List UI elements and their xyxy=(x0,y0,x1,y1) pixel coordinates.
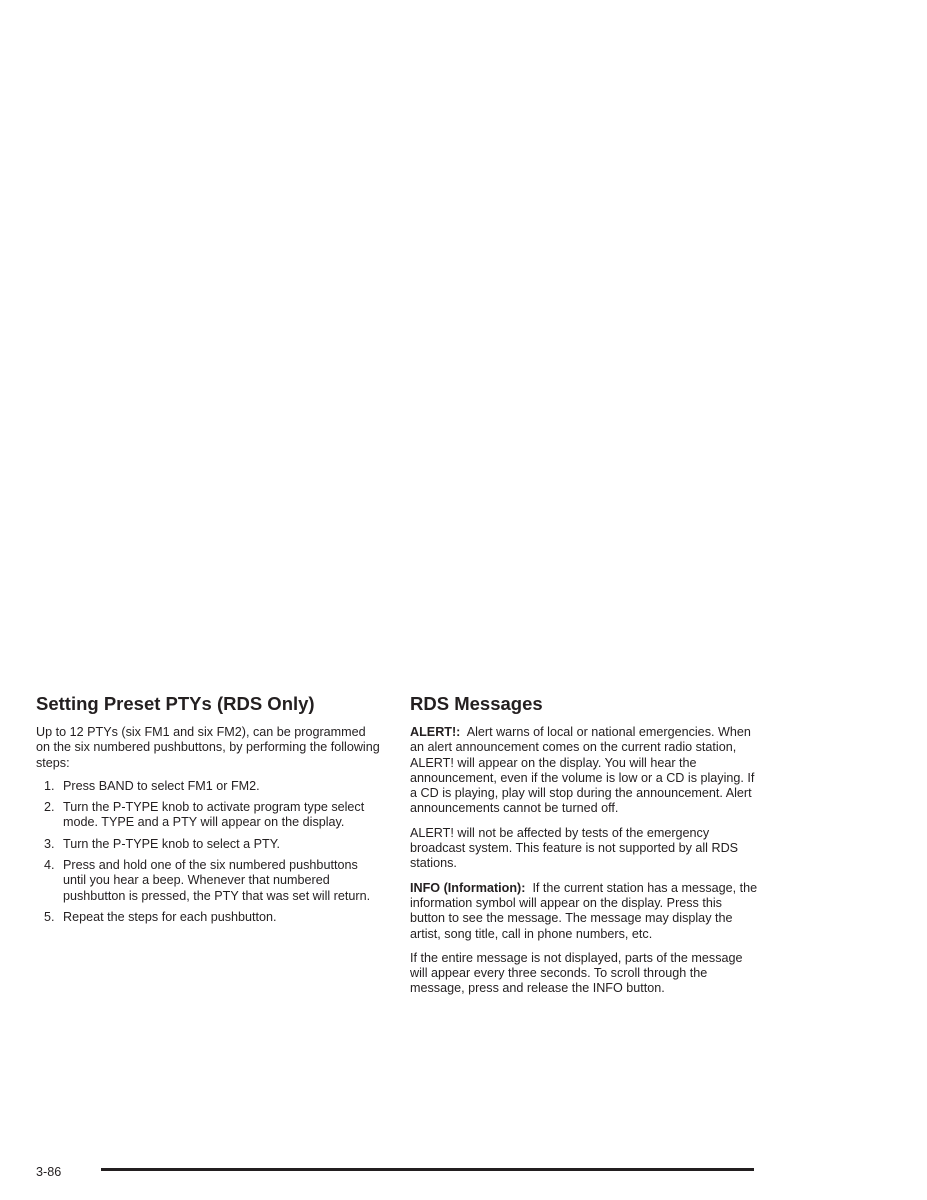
list-item xyxy=(36,858,381,904)
section-heading-preset-ptys: Setting Preset PTYs (RDS Only) xyxy=(36,693,315,714)
step-number: 5. xyxy=(44,909,55,924)
right-column xyxy=(410,692,760,1006)
info-note-paragraph: If the entire message is not displayed, parts of the message will appear every three seconds. To scroll through the message, press and release the INFO button. xyxy=(410,950,743,996)
left-column xyxy=(36,692,381,931)
step-text: Press and hold one of the six numbered pushbuttons until you hear a beep. Whenever that numbered pushbutton is pressed, the PTY that was set will return. xyxy=(63,858,371,903)
alert-term: ALERT!: xyxy=(410,725,461,739)
page-number: 3-86 xyxy=(36,1165,62,1179)
step-text: Repeat the steps for each pushbutton. xyxy=(63,909,277,924)
list-item xyxy=(36,837,381,852)
intro-paragraph: Up to 12 PTYs (six FM1 and six FM2), can be programmed on the six numbered pushbuttons, by performing the following steps: xyxy=(36,725,380,770)
alert-note-paragraph: ALERT! will not be affected by tests of the emergency broadcast system. This feature is not supported by all RDS stations. xyxy=(410,825,739,871)
footer-divider xyxy=(101,1168,754,1171)
step-text: Turn the P-TYPE knob to activate program type select mode. TYPE and a PTY will appear on the display. xyxy=(63,800,365,830)
alert-paragraph xyxy=(410,725,760,817)
step-number: 4. xyxy=(44,858,55,873)
info-description: If the current station has a message, the information symbol will appear on the display. Press this button to see the message. The message may display the artist, song title, call in phone numbers, etc. xyxy=(410,880,758,941)
step-number: 3. xyxy=(44,836,55,851)
list-item xyxy=(36,910,381,925)
info-paragraph xyxy=(410,881,760,942)
step-text: Press BAND to select FM1 or FM2. xyxy=(63,778,260,793)
steps-list xyxy=(36,779,381,925)
step-number: 1. xyxy=(44,778,55,793)
section-heading-rds-messages: RDS Messages xyxy=(410,693,543,714)
step-text: Turn the P-TYPE knob to select a PTY. xyxy=(63,836,280,851)
step-number: 2. xyxy=(44,800,55,815)
list-item xyxy=(36,800,381,831)
list-item xyxy=(36,779,381,794)
alert-description: Alert warns of local or national emergencies. When an alert announcement comes on the current radio station, ALERT! will appear on the display. You will hear the announcement, even if the volume is low or a CD is playing. If a CD is playing, play will stop during the announcement. Alert announcements cannot be turned off. xyxy=(410,725,755,816)
info-term: INFO (Information): xyxy=(410,880,526,895)
